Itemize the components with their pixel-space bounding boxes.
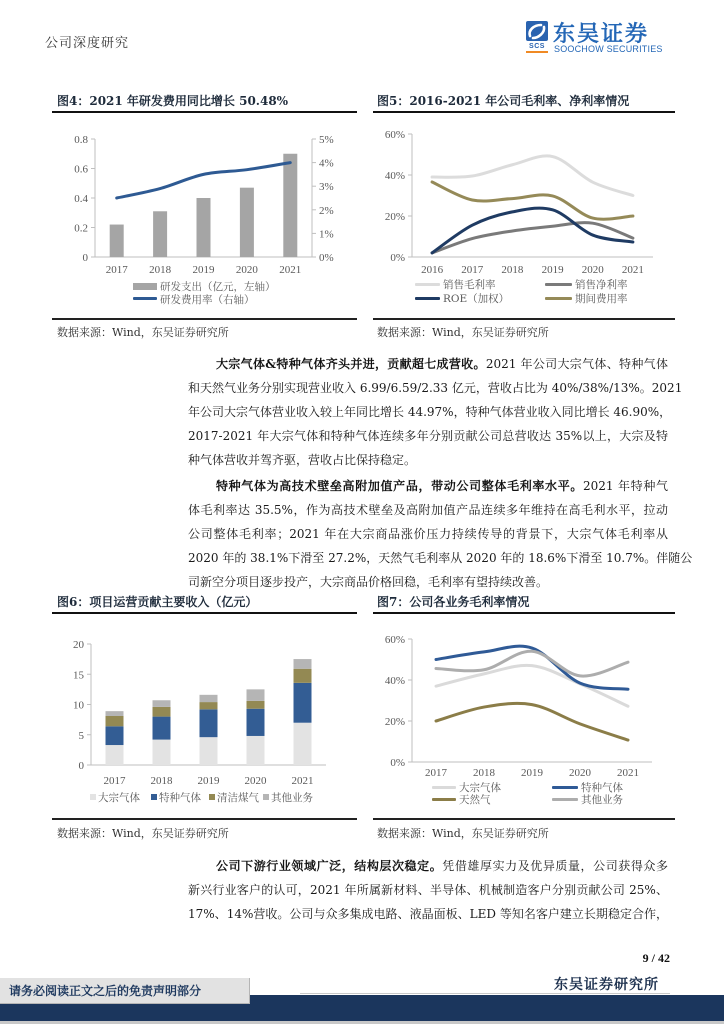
paragraph-line xyxy=(188,352,668,376)
svg-text:0%: 0% xyxy=(390,252,405,264)
paragraph-text: 凭借雄厚实力及优异质量，公司获得众多 xyxy=(442,859,668,873)
svg-text:10: 10 xyxy=(73,699,84,712)
svg-text:2021: 2021 xyxy=(291,775,314,787)
footer-institute: 东吴证券研究所 xyxy=(554,977,659,993)
svg-text:60%: 60% xyxy=(384,129,405,141)
svg-text:0%: 0% xyxy=(319,252,334,264)
svg-text:40%: 40% xyxy=(384,170,405,182)
figure-6-top-rule xyxy=(52,612,357,614)
figure-7-bottom-rule xyxy=(373,818,675,820)
legend-label-other-business: 其他业务 xyxy=(271,792,313,804)
svg-text:2018: 2018 xyxy=(149,264,172,276)
logo-name-en: SOOCHOW SECURITIES xyxy=(554,44,663,54)
figure-5-source: 数据来源：Wind，东吴证券研究所 xyxy=(377,326,549,339)
svg-text:2019: 2019 xyxy=(192,264,215,276)
paragraph-lead: 特种气体为高技术壁垒高附加值产品，带动公司整体毛利率水平。 xyxy=(216,479,584,493)
svg-text:20: 20 xyxy=(73,639,84,651)
svg-text:20%: 20% xyxy=(384,211,405,223)
svg-text:2021: 2021 xyxy=(617,767,639,779)
figure-6-legend xyxy=(90,790,350,804)
svg-text:5%: 5% xyxy=(319,134,334,146)
legend-swatch-net-margin xyxy=(545,283,572,286)
paragraph-line: 17%、14%营收。公司与众多集成电路、液晶面板、LED 等知名客户建立长期稳定合作， xyxy=(188,907,668,921)
svg-text:2%: 2% xyxy=(319,204,334,217)
svg-text:0.6: 0.6 xyxy=(74,163,88,176)
paragraph-line: 司新空分项目逐步投产，大宗商品价格回稳，毛利率有望持续改善。 xyxy=(188,575,549,589)
figure-7-top-rule xyxy=(373,612,675,614)
figure-5-title: 图5：2016-2021 年公司毛利率、净利率情况 xyxy=(377,94,630,108)
paragraph-line xyxy=(188,854,668,878)
paragraph-line: 2017-2021 年大宗气体和特种气体连续多年分别贡献公司总营收达 35%以上，大宗及特 xyxy=(188,429,668,443)
legend-swatch-specialty-gas xyxy=(151,794,157,800)
legend-swatch-gross-margin xyxy=(415,283,440,286)
svg-text:2018: 2018 xyxy=(501,264,524,276)
svg-text:2017: 2017 xyxy=(461,264,484,276)
svg-text:2021: 2021 xyxy=(621,264,644,276)
svg-text:2017: 2017 xyxy=(105,264,128,276)
figure-6-source: 数据来源：Wind，东吴证券研究所 xyxy=(57,827,229,840)
figure-7-source: 数据来源：Wind，东吴证券研究所 xyxy=(377,827,549,840)
svg-text:2019: 2019 xyxy=(197,775,220,787)
figure-7-title: 图7：公司各业务毛利率情况 xyxy=(377,595,530,609)
figure-7-chart xyxy=(373,615,675,785)
paragraph-text: 2021 年公司大宗气体、特种气体 xyxy=(485,357,668,371)
paragraph-line: 体毛利率达 35.5%，作为高技术壁垒及高附加值产品连续多年维持在高毛利水平，拉动 xyxy=(188,503,668,517)
paragraph-lead: 公司下游行业领域广泛，结构层次稳定。 xyxy=(216,859,443,873)
footer-divider xyxy=(300,993,670,994)
legend-swatch-expense-ratio xyxy=(545,297,572,300)
svg-text:0.2: 0.2 xyxy=(74,222,88,235)
figure-5-bottom-rule xyxy=(373,318,675,320)
legend-swatch-clean-coal-gas xyxy=(209,794,215,800)
legend-label-gross-margin: 销售毛利率 xyxy=(443,279,496,291)
svg-text:2019: 2019 xyxy=(521,767,543,779)
legend-swatch-bulk-gas xyxy=(90,794,96,800)
figure-6-chart xyxy=(52,615,357,790)
legend-label-clean-coal-gas: 清洁煤气 xyxy=(217,792,259,804)
paragraph-downstream-industries xyxy=(188,854,668,926)
svg-text:1%: 1% xyxy=(319,228,334,241)
legend-label-natural-gas: 天然气 xyxy=(459,794,491,806)
legend-label-bulk-gas: 大宗气体 xyxy=(98,792,140,804)
paragraph-line: 新兴行业客户的认可，2021 年所属新材料、半导体、机械制造客户分别贡献公司 25%、 xyxy=(188,883,668,897)
svg-text:15: 15 xyxy=(73,669,84,682)
svg-text:2019: 2019 xyxy=(541,264,564,276)
figure-4-title: 图4：2021 年研发费用同比增长 50.48% xyxy=(57,94,289,108)
svg-text:2018: 2018 xyxy=(473,767,495,779)
paragraph-line: 公司整体毛利率；2021 年在大宗商品涨价压力持续传导的背景下，大宗气体毛利率从 xyxy=(188,527,668,541)
figure-4-bottom-rule xyxy=(52,318,357,320)
figure-4-chart xyxy=(52,115,357,275)
svg-text:2018: 2018 xyxy=(150,775,173,787)
svg-text:5: 5 xyxy=(78,729,84,742)
legend-swatch-rd-expense xyxy=(133,283,157,290)
figure-4-legend xyxy=(133,279,353,307)
figure-5-chart xyxy=(373,115,675,275)
paragraph-bulk-specialty-gas xyxy=(188,352,683,472)
paragraph-line: 种气体营收并驾齐驱，营收占比保持稳定。 xyxy=(188,453,417,467)
legend-swatch-specialty-gas xyxy=(552,786,578,789)
svg-text:0.4: 0.4 xyxy=(74,193,88,205)
legend-label-other-business: 其他业务 xyxy=(581,794,623,806)
svg-text:20%: 20% xyxy=(384,716,405,728)
legend-swatch-roe xyxy=(415,297,440,300)
logo-name-cn: 东吴证券 xyxy=(553,22,650,47)
brand-logo xyxy=(526,19,676,59)
svg-text:0.8: 0.8 xyxy=(74,134,88,146)
svg-text:2016: 2016 xyxy=(421,264,444,276)
svg-text:2017: 2017 xyxy=(103,775,126,787)
figure-6-title: 图6：项目运营贡献主要收入（亿元） xyxy=(57,595,258,609)
figure-6-bottom-rule xyxy=(52,818,357,820)
legend-label-net-margin: 销售净利率 xyxy=(575,279,628,291)
legend-label-roe: ROE（加权） xyxy=(443,293,510,305)
svg-text:2017: 2017 xyxy=(425,767,447,779)
figure-5-top-rule xyxy=(373,111,675,113)
paragraph-line: 年公司大宗气体营业收入较上年同比增长 44.97%，特种气体营业收入同比增长 46.90%， xyxy=(188,405,672,419)
paragraph-line: 和天然气业务分别实现营业收入 6.99/6.59/2.33 亿元，营收占比为 40%/38%/13%。2021 xyxy=(188,381,683,395)
legend-swatch-other-business xyxy=(263,794,269,800)
svg-text:2021: 2021 xyxy=(279,264,302,276)
logo-abbr: SCS xyxy=(526,43,548,53)
svg-text:0: 0 xyxy=(82,252,88,264)
figure-4-top-rule xyxy=(52,111,357,113)
svg-text:0: 0 xyxy=(78,760,84,772)
paragraph-lead: 大宗气体&特种气体齐头并进，贡献超七成营收。 xyxy=(216,357,486,371)
svg-text:60%: 60% xyxy=(384,634,405,646)
legend-label-expense-ratio: 期间费用率 xyxy=(575,293,628,305)
page-number: 9 / 42 xyxy=(642,951,670,965)
legend-label-specialty-gas: 特种气体 xyxy=(581,782,623,794)
paragraph-text: 2021 年特种气 xyxy=(583,479,668,493)
legend-label-specialty-gas: 特种气体 xyxy=(159,792,201,804)
legend-swatch-bulk-gas xyxy=(432,786,456,789)
disclaimer-notice: 请务必阅读正文之后的免责声明部分 xyxy=(0,978,250,1004)
figure-4-source: 数据来源：Wind，东吴证券研究所 xyxy=(57,326,229,339)
svg-text:2020: 2020 xyxy=(581,264,604,276)
logo-swirl-icon xyxy=(526,21,548,41)
report-section-label: 公司深度研究 xyxy=(45,36,130,51)
paragraph-line xyxy=(188,474,668,498)
svg-text:4%: 4% xyxy=(319,157,334,170)
legend-label-bulk-gas: 大宗气体 xyxy=(459,782,501,794)
svg-text:40%: 40% xyxy=(384,675,405,687)
paragraph-line: 2020 年的 38.1%下滑至 27.2%，天然气毛利率从 2020 年的 18.6%下滑至 10.7%。伴随公 xyxy=(188,551,693,565)
legend-label-rd-expense: 研发支出（亿元，左轴） xyxy=(160,281,276,293)
figure-5-legend xyxy=(415,277,675,305)
svg-text:2020: 2020 xyxy=(235,264,258,276)
svg-text:3%: 3% xyxy=(319,181,334,194)
svg-text:2020: 2020 xyxy=(244,775,267,787)
legend-swatch-natural-gas xyxy=(432,798,456,801)
svg-text:0%: 0% xyxy=(390,757,405,769)
legend-swatch-rd-ratio xyxy=(133,297,157,300)
legend-swatch-other-business xyxy=(552,798,578,801)
legend-label-rd-ratio: 研发费用率（右轴） xyxy=(160,294,255,306)
figure-7-legend xyxy=(432,780,672,808)
paragraph-specialty-gas-margin xyxy=(188,474,693,594)
svg-text:2020: 2020 xyxy=(569,767,591,779)
